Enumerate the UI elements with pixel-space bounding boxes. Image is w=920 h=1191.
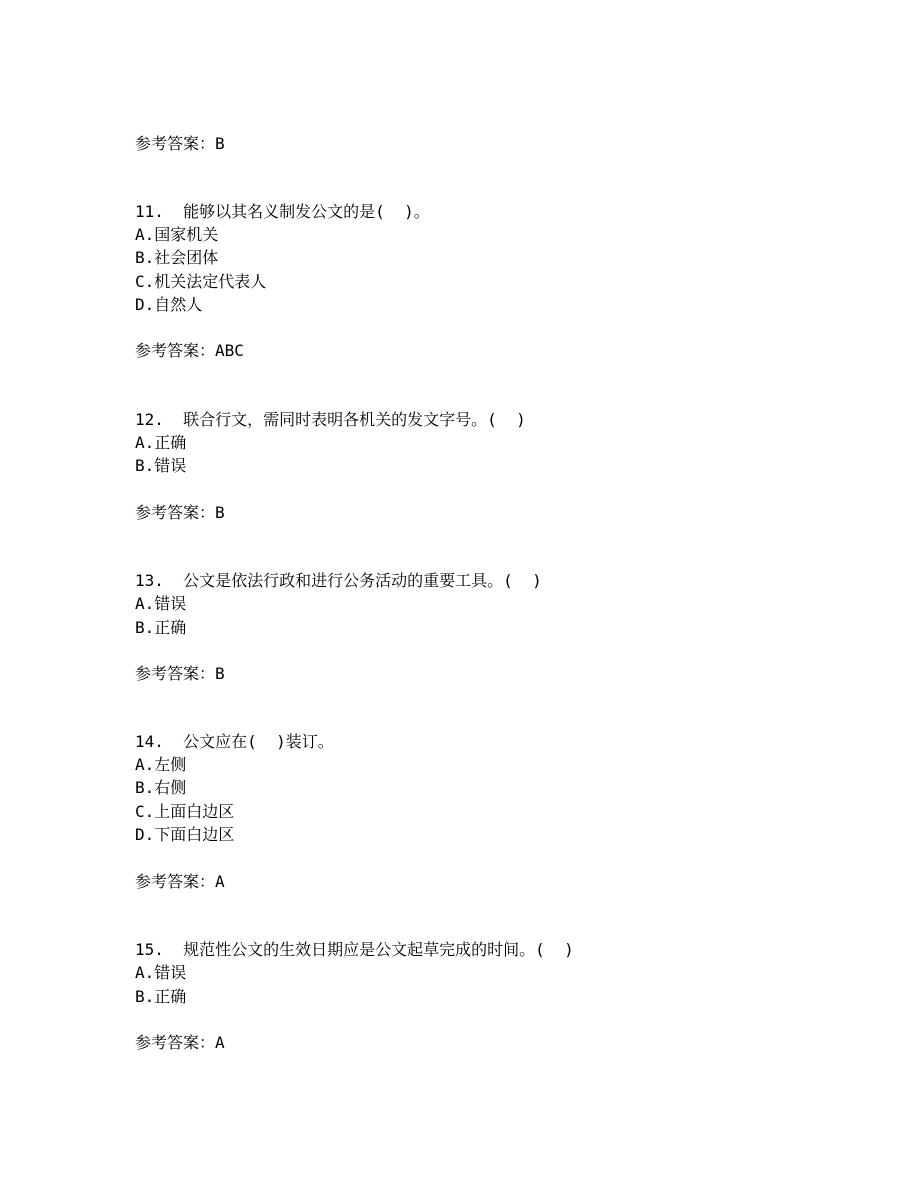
question-text: 联合行文，需同时表明各机关的发文字号。( ) — [183, 410, 526, 429]
answer-label: 参考答案： — [135, 872, 216, 891]
question-15-stem — [135, 940, 574, 960]
question-11-option-a: A.国家机关 — [135, 225, 219, 244]
answer-label: 参考答案： — [135, 1033, 216, 1052]
question-12-option-b: B.错误 — [135, 456, 187, 475]
question-number: 12. — [135, 410, 164, 429]
question-13-option-b: B.正确 — [135, 618, 187, 637]
question-13-answer — [135, 664, 225, 684]
question-text: 公文是依法行政和进行公务活动的重要工具。( ) — [183, 571, 542, 590]
question-11-option-d: D.自然人 — [135, 295, 203, 314]
question-number: 15. — [135, 940, 164, 959]
answer-value: B — [215, 134, 225, 153]
answer-value: A — [215, 1033, 225, 1052]
question-12-option-a: A.正确 — [135, 433, 187, 452]
answer-label: 参考答案： — [135, 134, 216, 153]
question-14-option-b: B.右侧 — [135, 778, 187, 797]
question-15-answer — [135, 1033, 225, 1053]
question-14-option-d: D.下面白边区 — [135, 825, 235, 844]
question-14-answer — [135, 872, 225, 892]
question-15-option-b: B.正确 — [135, 987, 187, 1006]
question-15-option-a: A.错误 — [135, 963, 187, 982]
question-11-option-c: C.机关法定代表人 — [135, 272, 267, 291]
question-number: 11. — [135, 202, 164, 221]
question-text: 公文应在( )装订。 — [183, 732, 334, 751]
answer-value: ABC — [215, 341, 244, 360]
question-13-stem — [135, 571, 542, 591]
answer-line-prev — [135, 134, 225, 154]
question-14-option-a: A.左侧 — [135, 755, 187, 774]
answer-label: 参考答案： — [135, 664, 216, 683]
answer-value: A — [215, 872, 225, 891]
question-number: 14. — [135, 732, 164, 751]
answer-label: 参考答案： — [135, 503, 216, 522]
answer-value: B — [215, 503, 225, 522]
question-11-option-b: B.社会团体 — [135, 248, 219, 267]
question-11-answer — [135, 341, 244, 361]
question-12-stem — [135, 410, 526, 430]
question-text: 能够以其名义制发公文的是( )。 — [183, 202, 430, 221]
question-11-stem — [135, 202, 430, 222]
answer-label: 参考答案： — [135, 341, 216, 360]
answer-value: B — [215, 664, 225, 683]
question-12-answer — [135, 503, 225, 523]
question-14-option-c: C.上面白边区 — [135, 802, 235, 821]
question-14-stem — [135, 732, 334, 752]
question-number: 13. — [135, 571, 164, 590]
question-text: 规范性公文的生效日期应是公文起草完成的时间。( ) — [183, 940, 574, 959]
question-13-option-a: A.错误 — [135, 594, 187, 613]
